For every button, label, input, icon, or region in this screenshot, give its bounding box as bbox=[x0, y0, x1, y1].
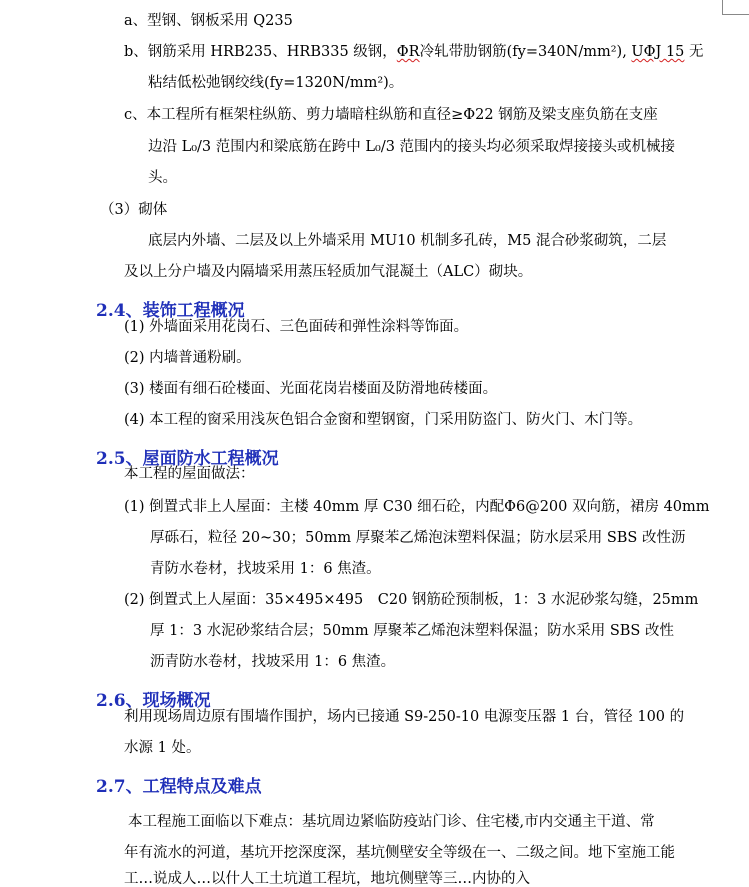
roofing-item-1-line2: 厚砾石，粒径 20~30；50mm 厚聚苯乙烯泡沫塑料保温；防水层采用 SBS 改性沥 bbox=[150, 530, 686, 546]
page-corner-mark bbox=[722, 14, 749, 15]
decoration-item-4: (4) 本工程的窗采用浅灰色铝合金窗和塑钢窗，门采用防盗门、防火门、木门等。 bbox=[124, 412, 643, 428]
page-corner-mark bbox=[722, 0, 723, 14]
roofing-item-1-line1: (1) 倒置式非上人屋面：主楼 40mm 厚 C30 细石砼，内配Φ6@200 双向筋，裙房 40mm bbox=[124, 499, 710, 515]
roofing-item-1-line3: 青防水卷材，找坡采用 1：6 焦渣。 bbox=[150, 561, 381, 577]
roofing-intro: 本工程的屋面做法： bbox=[124, 466, 255, 482]
material-a: a、型钢、钢板采用 Q235 bbox=[124, 13, 293, 29]
section-heading-2-7: 2.7、工程特点及难点 bbox=[96, 777, 262, 797]
material-b-u-phi: UΦJ 15 bbox=[631, 44, 685, 60]
site-para-line1: 利用现场周边原有围墙作围护，场内已接通 S9-250-10 电源变压器 1 台，管径 100 的 bbox=[124, 709, 685, 725]
section-heading-2-5: 2.5、屋面防水工程概况 bbox=[96, 449, 279, 469]
material-b-cold-rolled: 冷轧带肋钢筋(fy=340N/mm²), bbox=[419, 44, 632, 60]
masonry-title: （3）砌体 bbox=[100, 202, 168, 218]
decoration-item-2: (2) 内墙普通粉刷。 bbox=[124, 350, 251, 366]
roofing-item-2-line2: 厚 1：3 水泥砂浆结合层；50mm 厚聚苯乙烯泡沫塑料保温；防水采用 SBS 改性 bbox=[150, 623, 674, 639]
roofing-item-2-line1: (2) 倒置式上人屋面：35×495×495 C20 钢筋砼预制板，1：3 水泥砂浆勾缝，25mm bbox=[124, 592, 699, 608]
material-b-line1 bbox=[124, 45, 704, 60]
difficulty-para-line2: 年有流水的河道，基坑开挖深度深，基坑侧壁安全等级在一、二级之间。地下室施工能 bbox=[124, 845, 675, 861]
material-b-phi: ΦR bbox=[396, 44, 420, 60]
material-b-line2: 粘结低松弛钢绞线(fy=1320N/mm²)。 bbox=[148, 75, 404, 91]
masonry-para-line1: 底层内外墙、二层及以上外墙采用 MU10 机制多孔砖，M5 混合砂浆砌筑，二层 bbox=[148, 233, 667, 249]
material-c-line3: 头。 bbox=[148, 170, 177, 186]
site-para-line2: 水源 1 处。 bbox=[124, 740, 201, 756]
section-heading-2-6: 2.6、现场概况 bbox=[96, 691, 211, 711]
decoration-item-3: (3) 楼面有细石砼楼面、光面花岗岩楼面及防滑地砖楼面。 bbox=[124, 381, 498, 397]
masonry-para-line2: 及以上分户墙及内隔墙采用蒸压轻质加气混凝土（ALC）砌块。 bbox=[124, 264, 533, 280]
material-b-end: 无 bbox=[684, 44, 704, 60]
difficulty-para-line1: 本工程施工面临以下难点：基坑周边紧临防疫站门诊、住宅楼,市内交通主干道、常 bbox=[128, 814, 655, 830]
difficulty-para-line3: 工…说成人…以什人工土坑道工程坑，地坑侧壁等三…内协的入 bbox=[124, 871, 530, 887]
section-heading-2-4: 2.4、装饰工程概况 bbox=[96, 301, 245, 321]
roofing-item-2-line3: 沥青防水卷材，找坡采用 1：6 焦渣。 bbox=[150, 654, 396, 670]
material-b-text: b、钢筋采用 HRB235、HRB335 级钢， bbox=[124, 44, 397, 60]
material-c-line2: 边沿 L₀/3 范围内和梁底筋在跨中 L₀/3 范围内的接头均必须采取焊接接头或机械接 bbox=[148, 139, 676, 155]
material-c-line1: c、本工程所有框架柱纵筋、剪力墙暗柱纵筋和直径≥Φ22 钢筋及梁支座负筋在支座 bbox=[124, 107, 658, 123]
decoration-item-1: (1) 外墙面采用花岗石、三色面砖和弹性涂料等饰面。 bbox=[124, 319, 469, 335]
